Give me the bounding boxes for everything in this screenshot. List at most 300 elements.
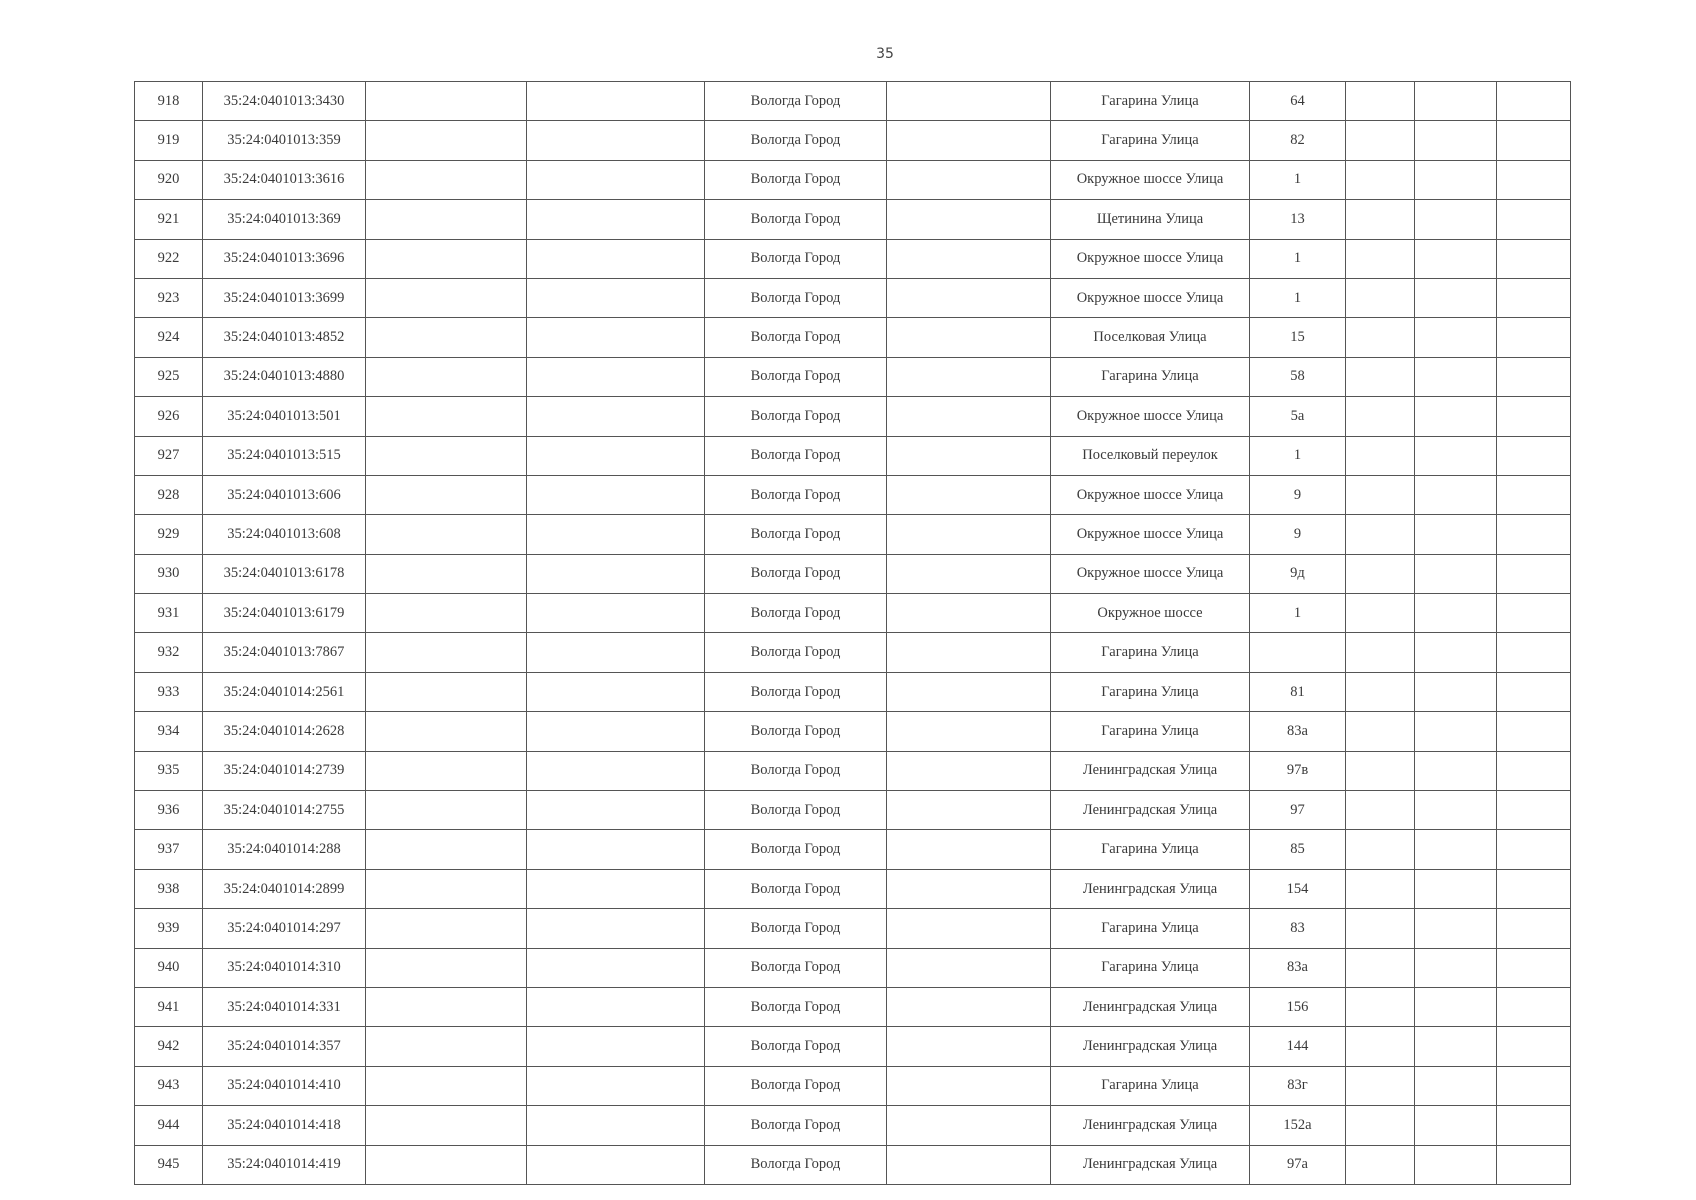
empty-cell [366, 436, 527, 475]
empty-cell [527, 436, 705, 475]
empty-cell [527, 82, 705, 121]
house-number-cell: 144 [1250, 1027, 1346, 1066]
empty-cell [1346, 554, 1415, 593]
locality-cell: Вологда Город [705, 1027, 887, 1066]
row-number-cell: 935 [135, 751, 203, 790]
empty-cell [1415, 239, 1497, 278]
table-row [135, 987, 1571, 1026]
empty-cell [366, 869, 527, 908]
empty-cell [366, 1027, 527, 1066]
empty-cell [527, 948, 705, 987]
empty-cell [1415, 436, 1497, 475]
empty-cell [1415, 791, 1497, 830]
empty-cell [887, 1027, 1051, 1066]
empty-cell [527, 1066, 705, 1105]
empty-cell [887, 751, 1051, 790]
empty-cell [366, 121, 527, 160]
empty-cell [527, 830, 705, 869]
locality-cell: Вологда Город [705, 357, 887, 396]
empty-cell [1346, 830, 1415, 869]
street-cell: Гагарина Улица [1051, 121, 1250, 160]
empty-cell [527, 475, 705, 514]
property-registry-table [134, 81, 1571, 1185]
cadastral-number-cell: 35:24:0401013:369 [203, 200, 366, 239]
empty-cell [1415, 751, 1497, 790]
empty-cell [1415, 1145, 1497, 1184]
house-number-cell [1250, 633, 1346, 672]
row-number-cell: 927 [135, 436, 203, 475]
house-number-cell: 9 [1250, 475, 1346, 514]
cadastral-number-cell: 35:24:0401013:501 [203, 397, 366, 436]
empty-cell [887, 121, 1051, 160]
empty-cell [366, 830, 527, 869]
empty-cell [527, 791, 705, 830]
cadastral-number-cell: 35:24:0401013:359 [203, 121, 366, 160]
street-cell: Окружное шоссе Улица [1051, 475, 1250, 514]
row-number-cell: 930 [135, 554, 203, 593]
locality-cell: Вологда Город [705, 909, 887, 948]
empty-cell [1346, 318, 1415, 357]
empty-cell [1415, 554, 1497, 593]
house-number-cell: 85 [1250, 830, 1346, 869]
empty-cell [527, 751, 705, 790]
empty-cell [1346, 475, 1415, 514]
empty-cell [1497, 594, 1571, 633]
empty-cell [1415, 121, 1497, 160]
empty-cell [1346, 160, 1415, 199]
cadastral-number-cell: 35:24:0401014:419 [203, 1145, 366, 1184]
street-cell: Окружное шоссе [1051, 594, 1250, 633]
locality-cell: Вологда Город [705, 633, 887, 672]
empty-cell [366, 397, 527, 436]
empty-cell [366, 318, 527, 357]
locality-cell: Вологда Город [705, 987, 887, 1026]
house-number-cell: 1 [1250, 278, 1346, 317]
street-cell: Щетинина Улица [1051, 200, 1250, 239]
empty-cell [887, 397, 1051, 436]
row-number-cell: 933 [135, 672, 203, 711]
empty-cell [1346, 82, 1415, 121]
empty-cell [366, 200, 527, 239]
empty-cell [1346, 121, 1415, 160]
table-row [135, 1066, 1571, 1105]
empty-cell [366, 751, 527, 790]
street-cell: Гагарина Улица [1051, 1066, 1250, 1105]
empty-cell [1497, 160, 1571, 199]
house-number-cell: 97 [1250, 791, 1346, 830]
empty-cell [1415, 1027, 1497, 1066]
empty-cell [1346, 200, 1415, 239]
empty-cell [1497, 791, 1571, 830]
house-number-cell: 64 [1250, 82, 1346, 121]
row-number-cell: 939 [135, 909, 203, 948]
cadastral-number-cell: 35:24:0401014:2739 [203, 751, 366, 790]
table-row [135, 397, 1571, 436]
locality-cell: Вологда Город [705, 712, 887, 751]
house-number-cell: 81 [1250, 672, 1346, 711]
table-row [135, 160, 1571, 199]
empty-cell [1497, 357, 1571, 396]
house-number-cell: 5а [1250, 397, 1346, 436]
row-number-cell: 941 [135, 987, 203, 1026]
street-cell: Гагарина Улица [1051, 82, 1250, 121]
street-cell: Окружное шоссе Улица [1051, 515, 1250, 554]
cadastral-number-cell: 35:24:0401013:7867 [203, 633, 366, 672]
row-number-cell: 945 [135, 1145, 203, 1184]
table-row [135, 239, 1571, 278]
empty-cell [887, 1066, 1051, 1105]
row-number-cell: 925 [135, 357, 203, 396]
table-row [135, 278, 1571, 317]
empty-cell [527, 160, 705, 199]
empty-cell [1497, 869, 1571, 908]
empty-cell [1415, 200, 1497, 239]
street-cell: Гагарина Улица [1051, 712, 1250, 751]
empty-cell [1497, 515, 1571, 554]
house-number-cell: 152а [1250, 1106, 1346, 1145]
cadastral-number-cell: 35:24:0401013:3430 [203, 82, 366, 121]
empty-cell [527, 672, 705, 711]
row-number-cell: 936 [135, 791, 203, 830]
table-row [135, 1145, 1571, 1184]
empty-cell [366, 712, 527, 751]
page-number: 35 [876, 46, 894, 62]
empty-cell [1415, 397, 1497, 436]
cadastral-number-cell: 35:24:0401013:3616 [203, 160, 366, 199]
street-cell: Гагарина Улица [1051, 633, 1250, 672]
empty-cell [887, 987, 1051, 1026]
empty-cell [1346, 987, 1415, 1026]
locality-cell: Вологда Город [705, 82, 887, 121]
empty-cell [1346, 948, 1415, 987]
empty-cell [1415, 712, 1497, 751]
empty-cell [887, 82, 1051, 121]
empty-cell [1415, 830, 1497, 869]
table-row [135, 712, 1571, 751]
empty-cell [1415, 633, 1497, 672]
house-number-cell: 83 [1250, 909, 1346, 948]
street-cell: Ленинградская Улица [1051, 987, 1250, 1026]
locality-cell: Вологда Город [705, 830, 887, 869]
table-row [135, 909, 1571, 948]
locality-cell: Вологда Город [705, 948, 887, 987]
row-number-cell: 922 [135, 239, 203, 278]
street-cell: Ленинградская Улица [1051, 751, 1250, 790]
cadastral-number-cell: 35:24:0401013:4852 [203, 318, 366, 357]
empty-cell [1415, 909, 1497, 948]
empty-cell [1415, 869, 1497, 908]
locality-cell: Вологда Город [705, 672, 887, 711]
street-cell: Окружное шоссе Улица [1051, 554, 1250, 593]
empty-cell [887, 200, 1051, 239]
empty-cell [1415, 987, 1497, 1026]
table-row [135, 318, 1571, 357]
table-row [135, 948, 1571, 987]
street-cell: Поселковая Улица [1051, 318, 1250, 357]
house-number-cell: 97в [1250, 751, 1346, 790]
cadastral-number-cell: 35:24:0401014:2755 [203, 791, 366, 830]
empty-cell [1497, 1145, 1571, 1184]
house-number-cell: 83а [1250, 948, 1346, 987]
locality-cell: Вологда Город [705, 397, 887, 436]
empty-cell [1415, 357, 1497, 396]
house-number-cell: 1 [1250, 239, 1346, 278]
empty-cell [887, 1106, 1051, 1145]
empty-cell [1497, 1027, 1571, 1066]
empty-cell [527, 594, 705, 633]
table-row [135, 121, 1571, 160]
locality-cell: Вологда Город [705, 1106, 887, 1145]
empty-cell [366, 475, 527, 514]
street-cell: Окружное шоссе Улица [1051, 160, 1250, 199]
row-number-cell: 919 [135, 121, 203, 160]
empty-cell [527, 1145, 705, 1184]
street-cell: Ленинградская Улица [1051, 1106, 1250, 1145]
street-cell: Гагарина Улица [1051, 357, 1250, 396]
empty-cell [527, 1027, 705, 1066]
locality-cell: Вологда Город [705, 160, 887, 199]
empty-cell [887, 594, 1051, 633]
empty-cell [1346, 515, 1415, 554]
street-cell: Окружное шоссе Улица [1051, 397, 1250, 436]
empty-cell [366, 909, 527, 948]
empty-cell [527, 357, 705, 396]
empty-cell [1497, 672, 1571, 711]
empty-cell [1346, 712, 1415, 751]
empty-cell [527, 909, 705, 948]
cadastral-number-cell: 35:24:0401014:310 [203, 948, 366, 987]
empty-cell [527, 869, 705, 908]
cadastral-number-cell: 35:24:0401013:3699 [203, 278, 366, 317]
house-number-cell: 97а [1250, 1145, 1346, 1184]
locality-cell: Вологда Город [705, 594, 887, 633]
empty-cell [527, 318, 705, 357]
row-number-cell: 929 [135, 515, 203, 554]
locality-cell: Вологда Город [705, 1145, 887, 1184]
empty-cell [887, 791, 1051, 830]
empty-cell [1497, 436, 1571, 475]
house-number-cell: 15 [1250, 318, 1346, 357]
empty-cell [887, 554, 1051, 593]
cadastral-number-cell: 35:24:0401014:2561 [203, 672, 366, 711]
table-row [135, 1027, 1571, 1066]
empty-cell [1346, 791, 1415, 830]
locality-cell: Вологда Город [705, 791, 887, 830]
empty-cell [366, 791, 527, 830]
cadastral-number-cell: 35:24:0401013:6179 [203, 594, 366, 633]
empty-cell [1497, 318, 1571, 357]
locality-cell: Вологда Город [705, 515, 887, 554]
empty-cell [366, 1145, 527, 1184]
empty-cell [887, 239, 1051, 278]
empty-cell [1346, 436, 1415, 475]
empty-cell [366, 1106, 527, 1145]
cadastral-number-cell: 35:24:0401014:357 [203, 1027, 366, 1066]
table-row [135, 672, 1571, 711]
table-row [135, 791, 1571, 830]
empty-cell [366, 948, 527, 987]
cadastral-number-cell: 35:24:0401013:4880 [203, 357, 366, 396]
row-number-cell: 938 [135, 869, 203, 908]
empty-cell [366, 239, 527, 278]
street-cell: Поселковый переулок [1051, 436, 1250, 475]
empty-cell [1346, 1027, 1415, 1066]
empty-cell [1415, 278, 1497, 317]
empty-cell [1497, 712, 1571, 751]
row-number-cell: 924 [135, 318, 203, 357]
empty-cell [366, 515, 527, 554]
street-cell: Гагарина Улица [1051, 948, 1250, 987]
empty-cell [1415, 948, 1497, 987]
row-number-cell: 920 [135, 160, 203, 199]
house-number-cell: 83г [1250, 1066, 1346, 1105]
empty-cell [1415, 1066, 1497, 1105]
street-cell: Ленинградская Улица [1051, 869, 1250, 908]
house-number-cell: 9 [1250, 515, 1346, 554]
empty-cell [1415, 1106, 1497, 1145]
row-number-cell: 918 [135, 82, 203, 121]
house-number-cell: 154 [1250, 869, 1346, 908]
registry-body [135, 82, 1571, 1185]
empty-cell [1346, 909, 1415, 948]
street-cell: Гагарина Улица [1051, 830, 1250, 869]
house-number-cell: 1 [1250, 594, 1346, 633]
empty-cell [1346, 751, 1415, 790]
empty-cell [1497, 1106, 1571, 1145]
cadastral-number-cell: 35:24:0401013:6178 [203, 554, 366, 593]
cadastral-number-cell: 35:24:0401014:288 [203, 830, 366, 869]
row-number-cell: 921 [135, 200, 203, 239]
empty-cell [1497, 909, 1571, 948]
empty-cell [1346, 594, 1415, 633]
empty-cell [1497, 278, 1571, 317]
empty-cell [887, 278, 1051, 317]
empty-cell [366, 82, 527, 121]
empty-cell [887, 948, 1051, 987]
cadastral-number-cell: 35:24:0401014:418 [203, 1106, 366, 1145]
empty-cell [1497, 948, 1571, 987]
house-number-cell: 156 [1250, 987, 1346, 1026]
house-number-cell: 1 [1250, 160, 1346, 199]
empty-cell [1415, 318, 1497, 357]
empty-cell [1346, 1106, 1415, 1145]
empty-cell [1346, 278, 1415, 317]
cadastral-number-cell: 35:24:0401014:297 [203, 909, 366, 948]
empty-cell [1415, 160, 1497, 199]
locality-cell: Вологда Город [705, 869, 887, 908]
empty-cell [1346, 397, 1415, 436]
locality-cell: Вологда Город [705, 554, 887, 593]
empty-cell [1415, 672, 1497, 711]
locality-cell: Вологда Город [705, 239, 887, 278]
locality-cell: Вологда Город [705, 436, 887, 475]
cadastral-number-cell: 35:24:0401013:606 [203, 475, 366, 514]
empty-cell [1497, 830, 1571, 869]
empty-cell [527, 987, 705, 1026]
table-row [135, 436, 1571, 475]
locality-cell: Вологда Город [705, 475, 887, 514]
empty-cell [1497, 200, 1571, 239]
empty-cell [527, 515, 705, 554]
empty-cell [887, 869, 1051, 908]
cadastral-number-cell: 35:24:0401013:3696 [203, 239, 366, 278]
empty-cell [366, 160, 527, 199]
table-row [135, 751, 1571, 790]
empty-cell [1346, 672, 1415, 711]
empty-cell [887, 633, 1051, 672]
cadastral-number-cell: 35:24:0401014:2628 [203, 712, 366, 751]
empty-cell [1346, 633, 1415, 672]
empty-cell [1497, 239, 1571, 278]
locality-cell: Вологда Город [705, 1066, 887, 1105]
table-row [135, 82, 1571, 121]
locality-cell: Вологда Город [705, 121, 887, 160]
street-cell: Ленинградская Улица [1051, 791, 1250, 830]
house-number-cell: 83а [1250, 712, 1346, 751]
empty-cell [366, 672, 527, 711]
row-number-cell: 943 [135, 1066, 203, 1105]
empty-cell [527, 278, 705, 317]
empty-cell [887, 830, 1051, 869]
row-number-cell: 928 [135, 475, 203, 514]
empty-cell [887, 672, 1051, 711]
empty-cell [1497, 987, 1571, 1026]
empty-cell [1346, 239, 1415, 278]
cadastral-number-cell: 35:24:0401013:515 [203, 436, 366, 475]
empty-cell [1415, 594, 1497, 633]
empty-cell [1415, 515, 1497, 554]
empty-cell [527, 554, 705, 593]
row-number-cell: 926 [135, 397, 203, 436]
empty-cell [887, 160, 1051, 199]
table-row [135, 475, 1571, 514]
empty-cell [527, 121, 705, 160]
empty-cell [366, 278, 527, 317]
empty-cell [366, 987, 527, 1026]
empty-cell [366, 633, 527, 672]
empty-cell [366, 1066, 527, 1105]
row-number-cell: 942 [135, 1027, 203, 1066]
empty-cell [1346, 1145, 1415, 1184]
empty-cell [887, 909, 1051, 948]
empty-cell [527, 633, 705, 672]
empty-cell [887, 1145, 1051, 1184]
house-number-cell: 9д [1250, 554, 1346, 593]
empty-cell [887, 475, 1051, 514]
empty-cell [527, 397, 705, 436]
locality-cell: Вологда Город [705, 200, 887, 239]
table-row [135, 515, 1571, 554]
row-number-cell: 934 [135, 712, 203, 751]
locality-cell: Вологда Город [705, 318, 887, 357]
row-number-cell: 944 [135, 1106, 203, 1145]
house-number-cell: 58 [1250, 357, 1346, 396]
street-cell: Окружное шоссе Улица [1051, 278, 1250, 317]
empty-cell [527, 239, 705, 278]
street-cell: Ленинградская Улица [1051, 1027, 1250, 1066]
empty-cell [1415, 82, 1497, 121]
table-row [135, 1106, 1571, 1145]
row-number-cell: 937 [135, 830, 203, 869]
empty-cell [887, 712, 1051, 751]
street-cell: Гагарина Улица [1051, 909, 1250, 948]
empty-cell [887, 357, 1051, 396]
cadastral-number-cell: 35:24:0401014:2899 [203, 869, 366, 908]
cadastral-number-cell: 35:24:0401014:410 [203, 1066, 366, 1105]
row-number-cell: 940 [135, 948, 203, 987]
street-cell: Гагарина Улица [1051, 672, 1250, 711]
locality-cell: Вологда Город [705, 278, 887, 317]
